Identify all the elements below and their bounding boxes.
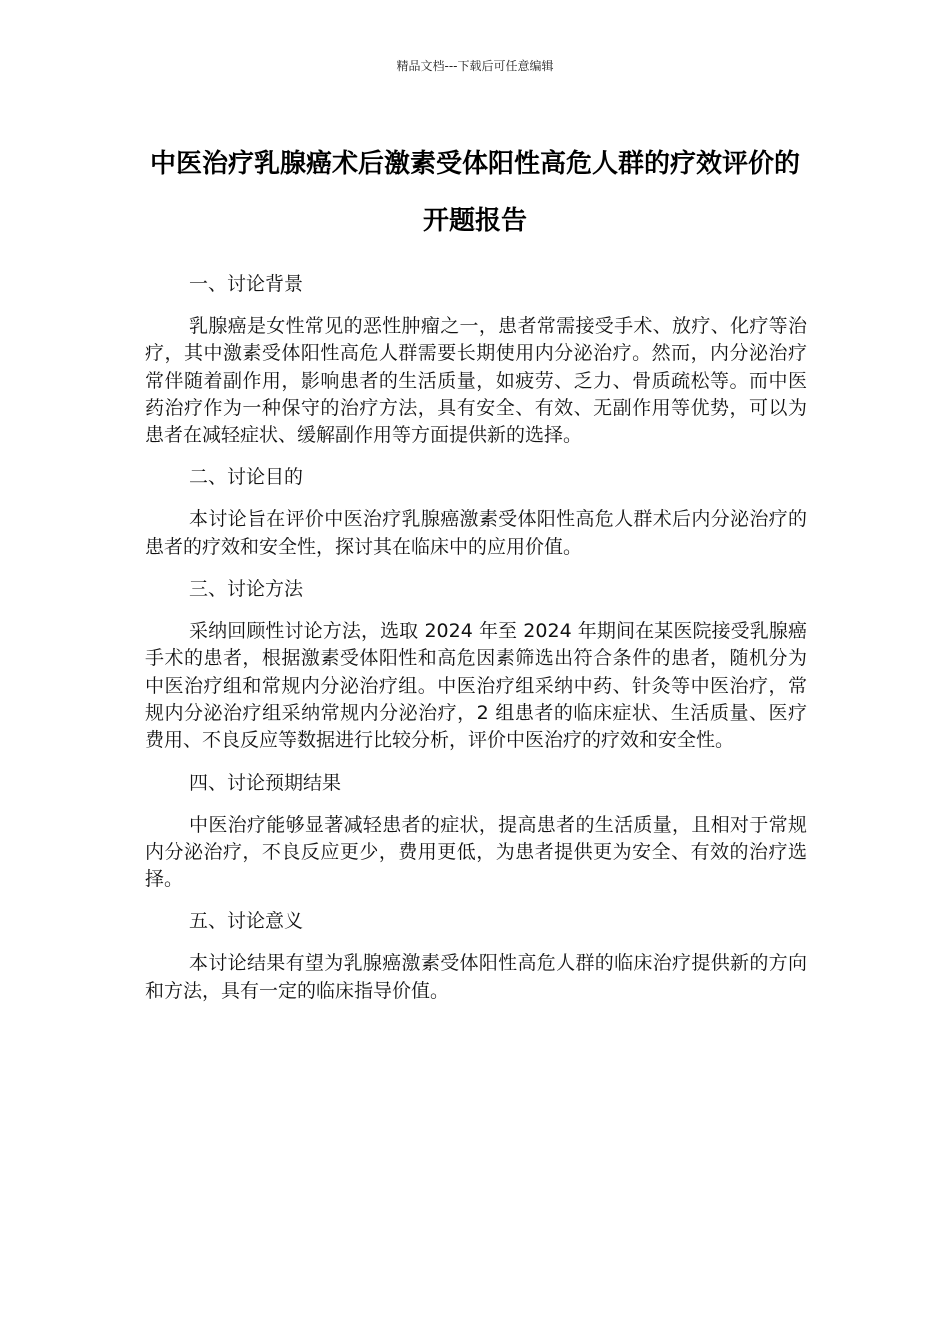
section-heading-expected-results: 四、讨论预期结果 [189, 771, 342, 794]
section-body-expected-results: 中医治疗能够显著减轻患者的症状，提高患者的生活质量，且相对于常规内分泌治疗，不良反应更少，费用更低，为患者提供更为安全、有效的治疗选择。 [145, 813, 807, 891]
document-title: 中医治疗乳腺癌术后激素受体阳性高危人群的疗效评价的开题报告 [149, 149, 800, 236]
document-body [145, 271, 807, 1020]
section-heading-purpose: 二、讨论目的 [189, 466, 304, 489]
header-watermark: 精品文档---下载后可任意编辑 [396, 59, 554, 73]
section-body-significance: 本讨论结果有望为乳腺癌激素受体阳性高危人群的临床治疗提供新的方向和方法，具有一定的临床指导价值。 [145, 952, 807, 1002]
section-heading-method: 三、讨论方法 [189, 578, 304, 601]
section-body-background: 乳腺癌是女性常见的恶性肿瘤之一，患者常需接受手术、放疗、化疗等治疗，其中激素受体阳性高危人群需要长期使用内分泌治疗。然而，内分泌治疗常伴随着副作用，影响患者的生活质量，如疲劳、乏力、骨质疏松等。而中医药治疗作为一种保守的治疗方法，具有安全、有效、无副作用等优势，可以为患者在减轻症状、缓解副作用等方面提供新的选择。 [145, 315, 807, 447]
section-heading-background: 一、讨论背景 [189, 273, 304, 295]
section-body-method: 采纳回顾性讨论方法，选取 2024 年至 2024 年期间在某医院接受乳腺癌手术的患者，根据激素受体阳性和高危因素筛选出符合条件的患者，随机分为中医治疗组和常规内分泌治疗组。中医治疗组采纳中药、针灸等中医治疗，常规内分泌治疗组采纳常规内分泌治疗，2 组患者的临床症状、生活质量、医疗费用、不良反应等数据进行比较分析，评价中医治疗的疗效和安全性。 [145, 620, 807, 752]
section-body-purpose: 本讨论旨在评价中医治疗乳腺癌激素受体阳性高危人群术后内分泌治疗的患者的疗效和安全性，探讨其在临床中的应用价值。 [145, 508, 807, 558]
section-heading-significance: 五、讨论意义 [189, 910, 304, 933]
